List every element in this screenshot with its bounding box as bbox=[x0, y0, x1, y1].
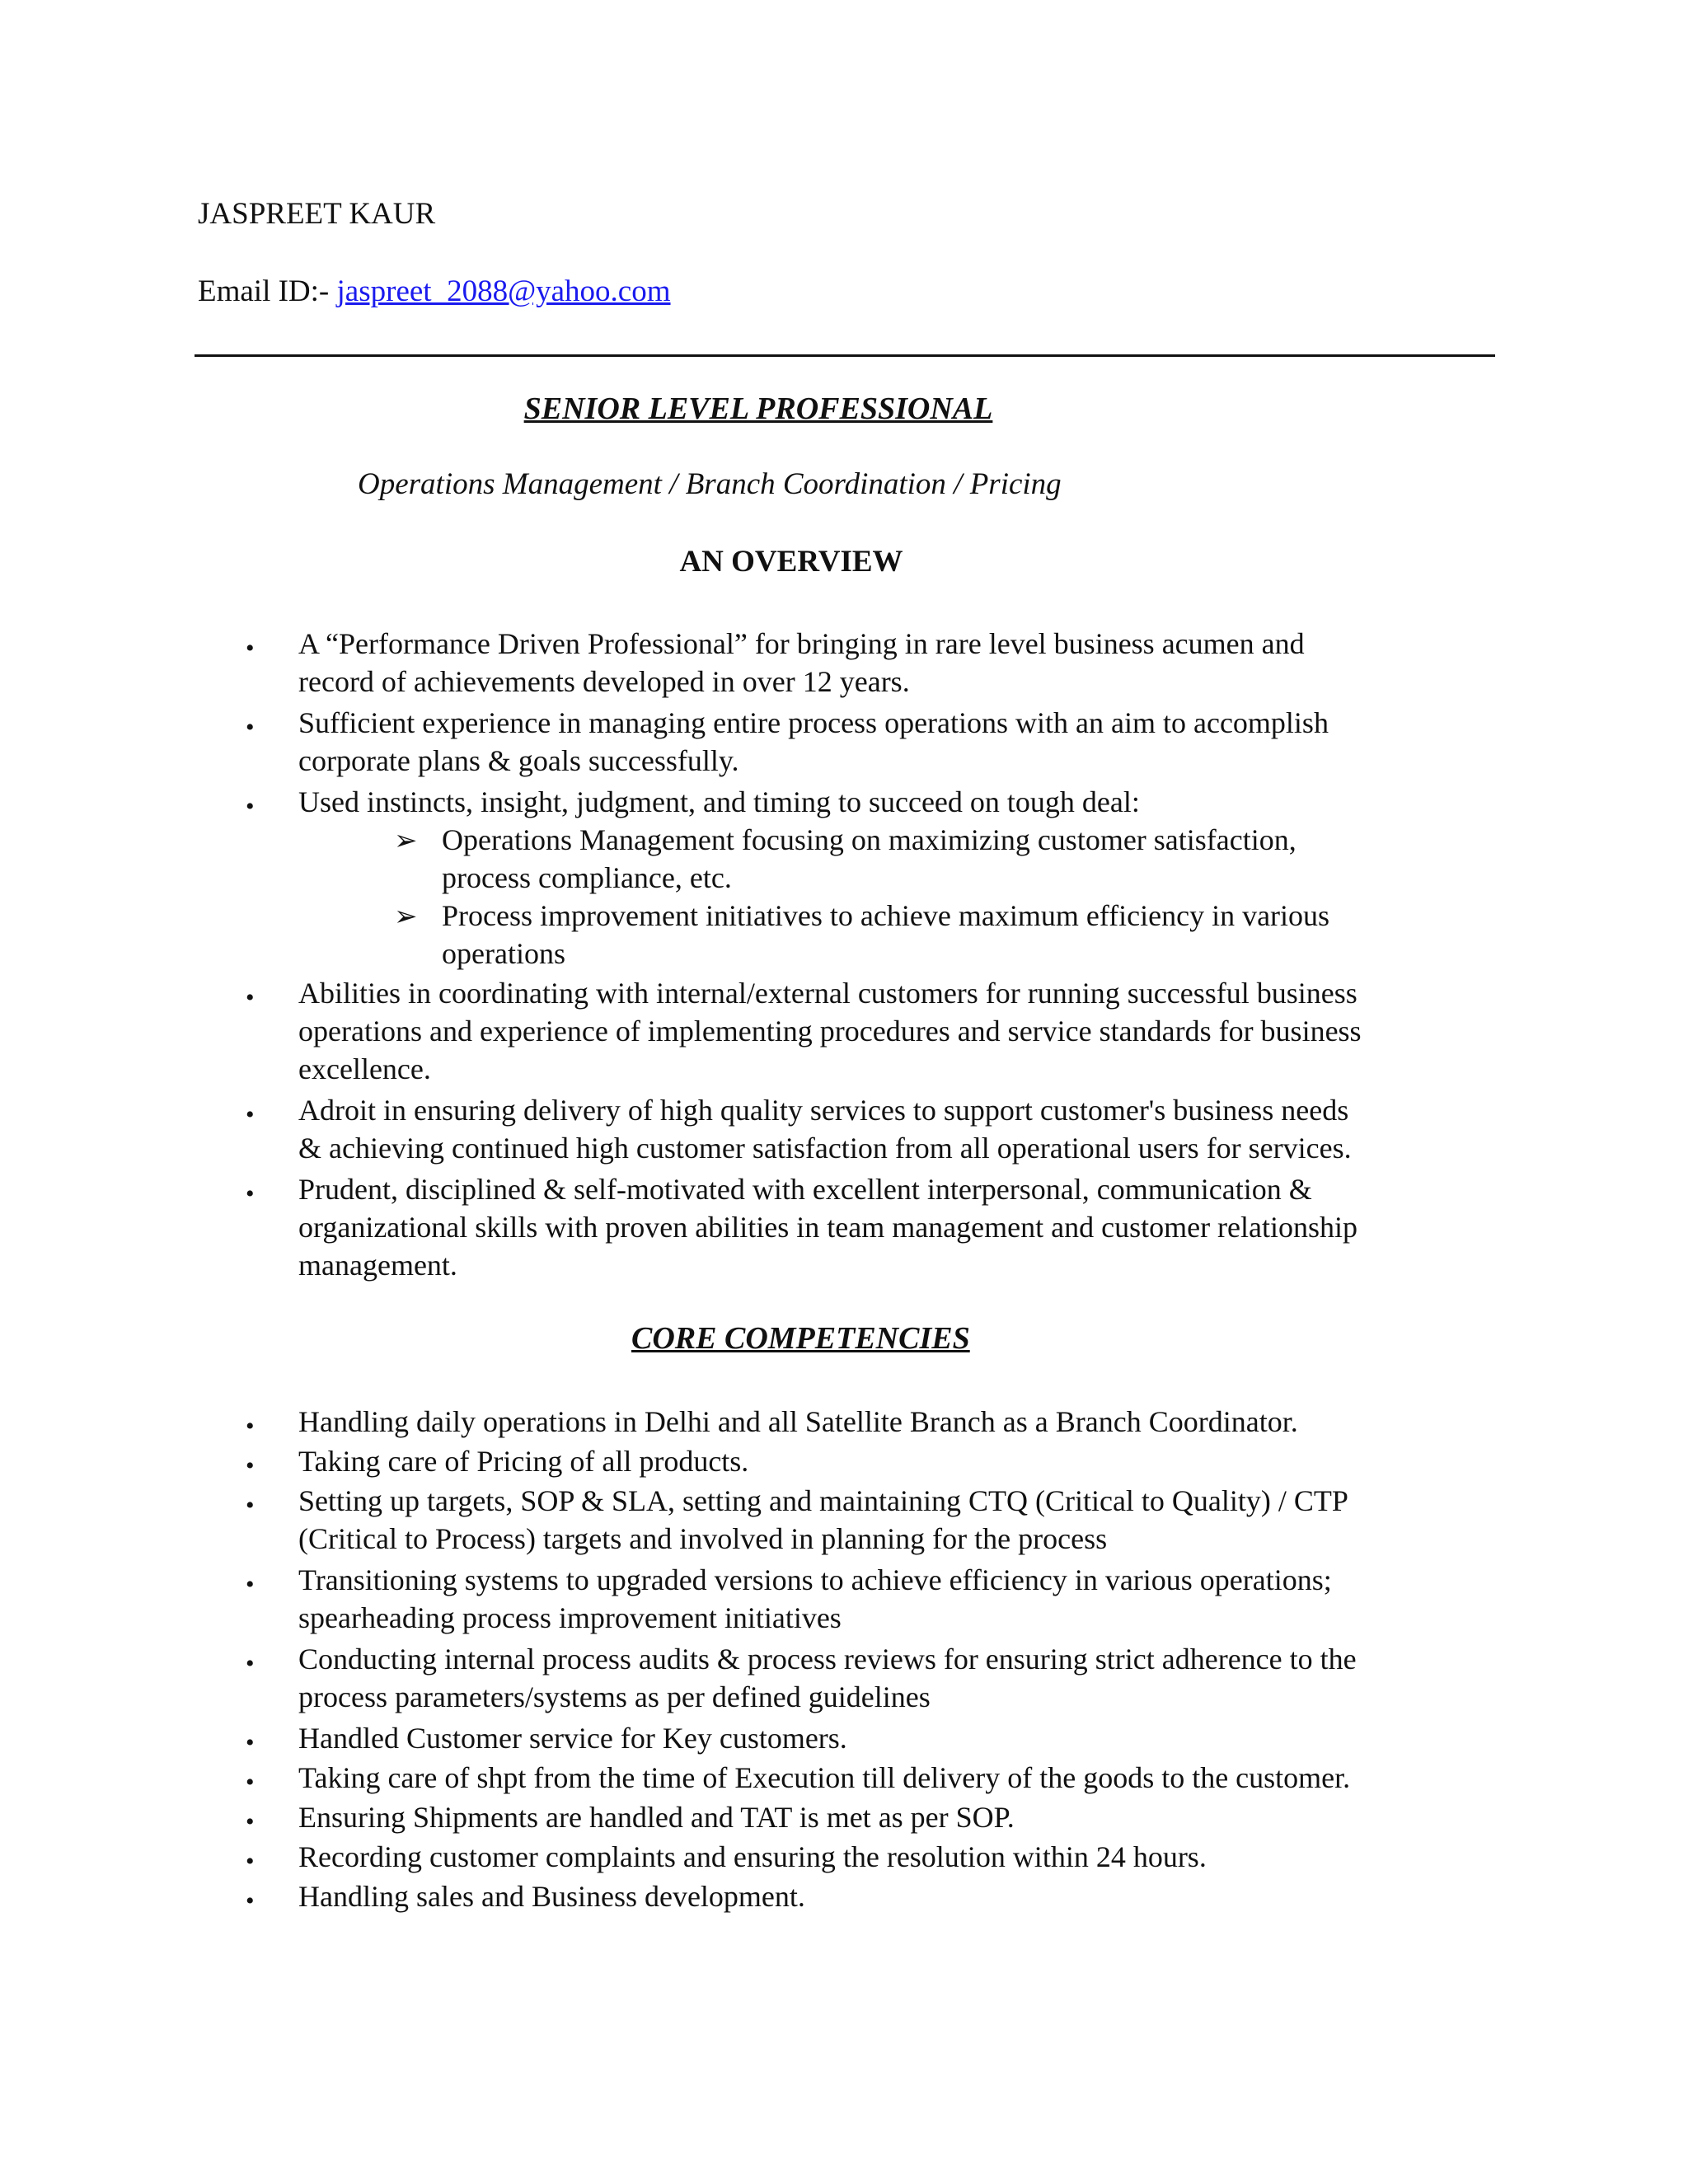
bullet-icon: • bbox=[246, 1452, 255, 1479]
overview-item-4-line-1: Abilities in coordinating with internal/external customers for running successful business bbox=[298, 977, 1357, 1010]
resume-title: SENIOR LEVEL PROFESSIONAL bbox=[523, 391, 993, 426]
overview-item-4-line-3: excellence. bbox=[298, 1052, 431, 1085]
core-item-4-line-1: Transitioning systems to upgraded versions to achieve efficiency in various operations; bbox=[298, 1563, 1332, 1596]
core-item-1-line-1: Handling daily operations in Delhi and all Satellite Branch as a Branch Coordinator. bbox=[298, 1405, 1298, 1438]
overview-item-5-line-1: Adroit in ensuring delivery of high quality services to support customer's business needs bbox=[298, 1094, 1349, 1127]
overview-item-2-line-2: corporate plans & goals successfully. bbox=[298, 744, 739, 777]
core-item-6-line-1: Handled Customer service for Key customers. bbox=[298, 1722, 847, 1755]
bullet-icon: • bbox=[246, 1180, 255, 1207]
core-item-10-line-1: Handling sales and Business development. bbox=[298, 1880, 805, 1913]
core-item-2-line-1: Taking care of Pricing of all products. bbox=[298, 1445, 749, 1478]
overview-heading: AN OVERVIEW bbox=[679, 545, 903, 579]
email-link[interactable]: jaspreet_2088@yahoo.com bbox=[336, 274, 671, 308]
bullet-icon: • bbox=[246, 1729, 255, 1756]
bullet-icon: • bbox=[246, 1492, 255, 1519]
bullet-icon: • bbox=[246, 635, 255, 662]
bullet-icon: • bbox=[246, 1413, 255, 1440]
overview-item-6-line-3: management. bbox=[298, 1249, 457, 1282]
bullet-icon: • bbox=[246, 1571, 255, 1598]
core-item-4-line-2: spearheading process improvement initiatives bbox=[298, 1601, 842, 1634]
core-item-3-line-1: Setting up targets, SOP & SLA, setting and maintaining CTQ (Critical to Quality) / CTP bbox=[298, 1484, 1348, 1517]
overview-item-1-line-2: record of achievements developed in over 12 years. bbox=[298, 665, 910, 698]
candidate-name: JASPREET KAUR bbox=[198, 197, 436, 231]
core-item-5-line-2: process parameters/systems as per defined guidelines bbox=[298, 1680, 931, 1713]
bullet-icon: • bbox=[246, 1887, 255, 1915]
bullet-icon: • bbox=[246, 1101, 255, 1128]
bullet-icon: • bbox=[246, 1848, 255, 1875]
core-competencies-heading: CORE COMPETENCIES bbox=[631, 1321, 970, 1356]
core-item-8-line-1: Ensuring Shipments are handled and TAT is met as per SOP. bbox=[298, 1801, 1015, 1834]
resume-subtitle: Operations Management / Branch Coordination / Pricing bbox=[358, 467, 1062, 501]
overview-item-5-line-2: & achieving continued high customer satisfaction from all operational users for services. bbox=[298, 1132, 1352, 1165]
horizontal-divider bbox=[195, 354, 1495, 357]
email-line bbox=[198, 274, 671, 309]
email-label: Email ID:- bbox=[198, 274, 337, 308]
bullet-icon: • bbox=[246, 714, 255, 741]
bullet-icon: • bbox=[246, 1769, 255, 1796]
overview-subitem-2-line-1: Process improvement initiatives to achieve maximum efficiency in various bbox=[442, 899, 1330, 932]
bullet-icon: • bbox=[246, 1808, 255, 1835]
overview-item-1-line-1: A “Performance Driven Professional” for bringing in rare level business acumen and bbox=[298, 627, 1305, 660]
bullet-icon: • bbox=[246, 793, 255, 820]
core-item-7-line-1: Taking care of shpt from the time of Execution till delivery of the goods to the customer. bbox=[298, 1761, 1351, 1794]
overview-subitem-1-line-2: process compliance, etc. bbox=[442, 861, 732, 894]
bullet-icon: • bbox=[246, 1650, 255, 1677]
overview-item-6-line-2: organizational skills with proven abilities in team management and customer relationship bbox=[298, 1211, 1358, 1244]
arrow-bullet-icon: ➢ bbox=[394, 902, 418, 932]
core-item-5-line-1: Conducting internal process audits & process reviews for ensuring strict adherence to the bbox=[298, 1643, 1357, 1675]
overview-item-4-line-2: operations and experience of implementing procedures and service standards for business bbox=[298, 1015, 1362, 1047]
overview-subitem-1-line-1: Operations Management focusing on maximizing customer satisfaction, bbox=[442, 823, 1296, 856]
arrow-bullet-icon: ➢ bbox=[394, 826, 418, 856]
overview-item-6-line-1: Prudent, disciplined & self-motivated with excellent interpersonal, communication & bbox=[298, 1173, 1312, 1206]
overview-subitem-2-line-2: operations bbox=[442, 937, 565, 970]
bullet-icon: • bbox=[246, 984, 255, 1011]
overview-item-3-line-1: Used instincts, insight, judgment, and timing to succeed on tough deal: bbox=[298, 785, 1140, 818]
core-item-3-line-2: (Critical to Process) targets and involved in planning for the process bbox=[298, 1522, 1108, 1555]
overview-item-2-line-1: Sufficient experience in managing entire process operations with an aim to accomplish bbox=[298, 706, 1329, 739]
core-item-9-line-1: Recording customer complaints and ensuring the resolution within 24 hours. bbox=[298, 1840, 1207, 1873]
